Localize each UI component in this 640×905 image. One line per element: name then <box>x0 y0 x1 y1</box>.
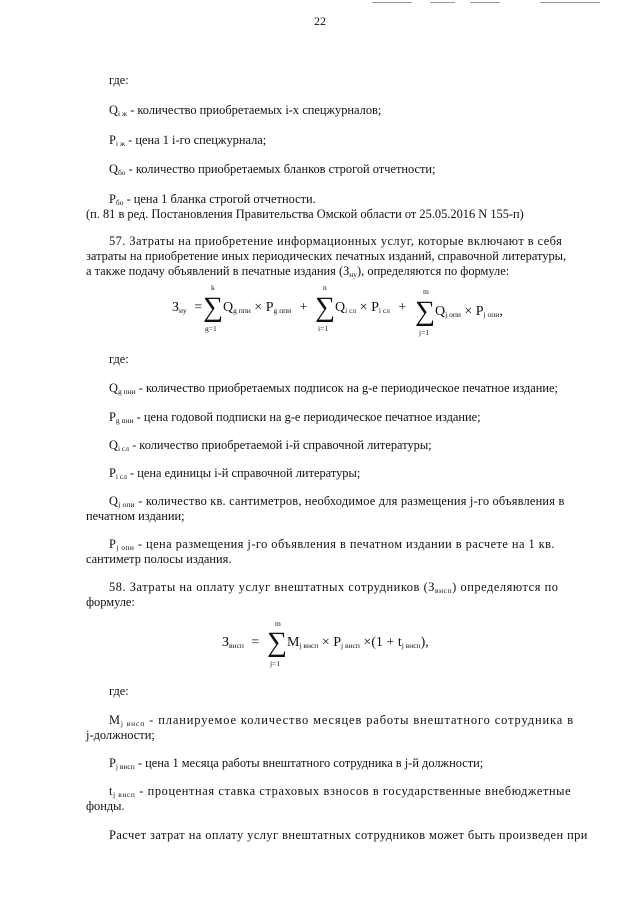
def-p-i: Pi сл - цена единицы i-й справочной литературы; <box>109 466 361 481</box>
where-label: где: <box>109 73 129 87</box>
sum-58-sigma: ∑ <box>267 627 287 658</box>
def-m-j: Mj внсп - планируемое количество месяцев работы внештатного сотрудника в <box>109 713 574 728</box>
s57-line-1: 57. Затраты на приобретение информационных услуг, которые включают в себя <box>109 234 563 248</box>
def-q-i: Qi сл - количество приобретаемой i-й справочной литературы; <box>109 438 432 453</box>
sum-1-sigma: ∑ <box>203 292 223 323</box>
def-q-j-cont: печатном издании; <box>86 509 185 523</box>
sum-2-upper: n <box>323 283 327 292</box>
where-label: где: <box>109 352 129 366</box>
formula-57-term-1: Qg ппи × Pg ппи + <box>223 300 308 315</box>
def-p-g: Pg пни - цена годовой подписки на g-е периодическое печатное издание; <box>109 410 481 425</box>
formula-58-lhs: Звнсп = <box>222 635 260 650</box>
s58-line-2: формуле: <box>86 595 135 609</box>
closing-line: Расчет затрат на оплату услуг внештатных сотрудников может быть произведен при <box>109 828 588 842</box>
formula-57-term-2: Qi сл × Pi сл + <box>335 300 407 315</box>
sum-2-lower: i=1 <box>318 324 329 333</box>
def-p-ij: Pi ж - цена 1 i-го спецжурнала; <box>109 133 267 148</box>
s57-line-2: затраты на приобретение иных периодических печатных изданий, справочной литературы, <box>86 249 567 263</box>
def-t-j-cont: фонды. <box>86 799 125 813</box>
def-p-bo: Pбо - цена 1 бланка строгой отчетности. <box>109 192 316 207</box>
scan-mark <box>372 2 412 3</box>
page-number: 22 <box>314 14 326 28</box>
def-q-j: Qj опи - количество кв. сантиметров, необходимое для размещения j-го объявления в <box>109 494 565 509</box>
s57-line-3: а также подачу объявлений в печатные издания (Зиу), определяются по формуле: <box>86 264 510 279</box>
def-p-j-cont: сантиметр полосы издания. <box>86 552 232 566</box>
where-label: где: <box>109 684 129 698</box>
sum-2-sigma: ∑ <box>315 292 335 323</box>
def-t-j: tj внсп - процентная ставка страховых взносов в государственные внебюджетные <box>109 784 572 799</box>
def-p-vnsp: Pj внсп - цена 1 месяца работы внештатного сотрудника в j-й должности; <box>109 756 484 771</box>
formula-57-lhs: Зиу = <box>172 300 203 315</box>
amendment-note: (п. 81 в ред. Постановления Правительства Омской области от 25.05.2016 N 155-п) <box>86 207 524 221</box>
def-q-bo: Qбо - количество приобретаемых бланков строгой отчетности; <box>109 162 436 177</box>
sum-3-upper: m <box>423 287 429 296</box>
sum-3-sigma: ∑ <box>415 296 435 327</box>
formula-58-body: Mj внсп × Pj внсп ×(1 + tj внсп), <box>287 635 429 650</box>
sum-58-lower: j=1 <box>270 659 281 668</box>
scan-mark <box>540 2 600 3</box>
scan-mark <box>430 2 455 3</box>
scan-mark <box>470 2 500 3</box>
sum-3-lower: j=1 <box>419 328 430 337</box>
def-m-j-cont: j-должности; <box>86 728 155 742</box>
sum-1-upper: k <box>211 283 215 292</box>
s58-line-1: 58. Затраты на оплату услуг внештатных сотрудников (Звнсп) определяются по <box>109 580 559 595</box>
def-p-j: Pj опи - цена размещения j-го объявления в печатном издании в расчете на 1 кв. <box>109 537 555 552</box>
formula-57-term-3: Qj опи × Pj опи, <box>435 304 503 319</box>
sum-58-upper: m <box>275 619 281 628</box>
def-q-g: Qg пни - количество приобретаемых подписок на g-е периодическое печатное издание; <box>109 381 558 396</box>
def-q-ij: Qi ж - количество приобретаемых i-х спецжурналов; <box>109 103 382 118</box>
sum-1-lower: g=1 <box>205 324 217 333</box>
